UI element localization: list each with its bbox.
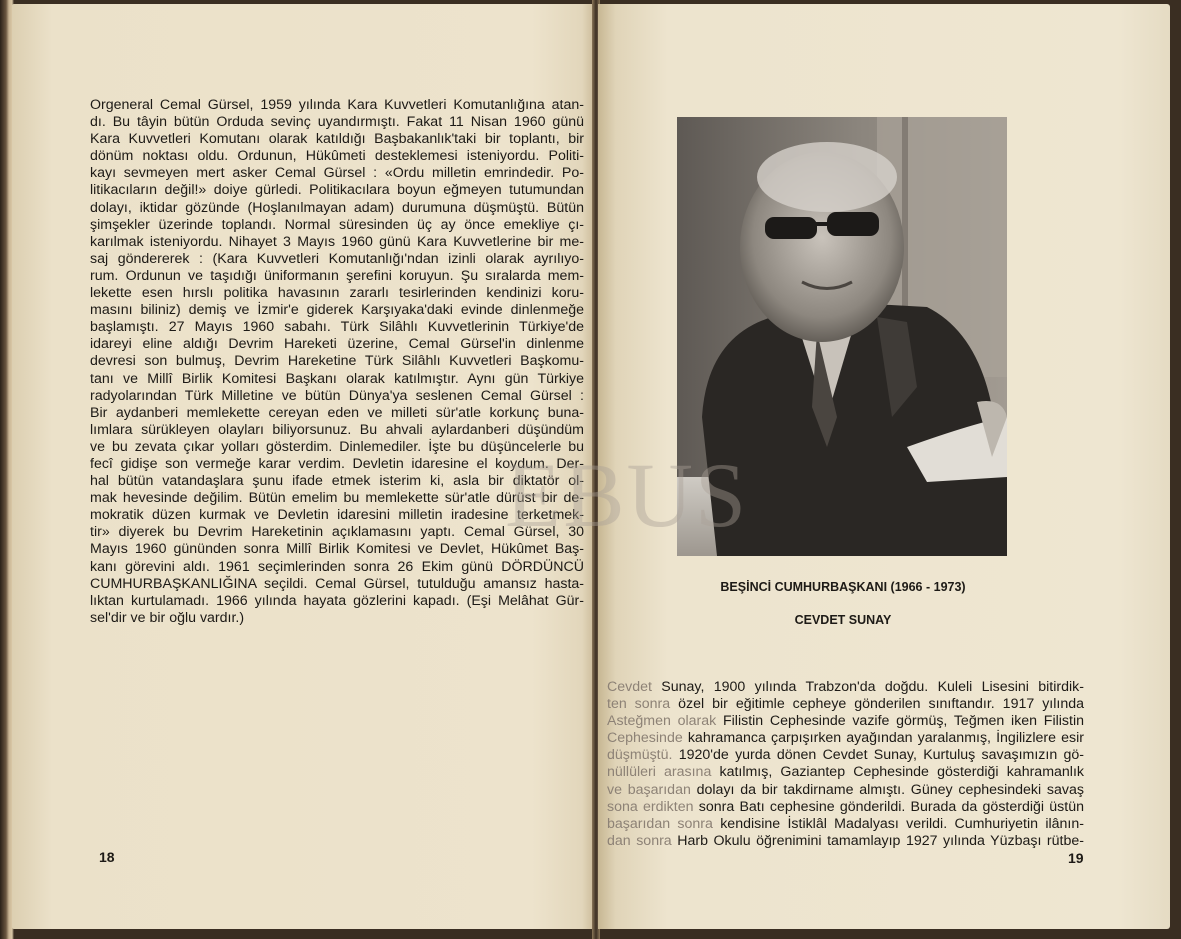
left-body-line: sel'dir ve bir oğlu vardır.) (90, 609, 245, 626)
left-page-number: 18 (99, 849, 115, 865)
left-body-line: lıktan kurtulamadı. 1966 yılında hayata gözlerini kapadı. (Eşi Melâhat Gür- (90, 592, 584, 609)
left-body-line: fecî gidişe son vermeğe karar verdim. Devletin idaresine el koydum. Der- (90, 455, 584, 472)
left-body-line: kayı sevmeyen mert asker Cemal Gürsel : «Ordu milletin emrindedir. Po- (90, 165, 584, 182)
right-body-line-faded-part: Asteğmen olarak (607, 713, 717, 730)
right-body-line (607, 730, 1084, 747)
right-body-line (607, 764, 1084, 781)
right-body-line-part: Sunay, 1900 yılında Trabzon'da doğdu. Kuleli Lisesini bitirdik- (651, 679, 1084, 695)
right-body-line (607, 713, 1084, 730)
right-body-line-part: özel bir eğitimle cepheye gönderilen sınıftandır. 1917 yılında (670, 696, 1084, 713)
right-body-line-part: 1920'de yurda dönen Cevdet Sunay, Kurtuluş savaşımızın gö- (672, 747, 1084, 764)
right-body-line-faded-part: sona erdikten (607, 798, 694, 815)
left-body-line: kanı görevini aldı. 1961 seçimlerinden sonra 26 Ekim günü DÖRDÜNCÜ (90, 558, 584, 575)
left-body-line: Mayıs 1960 gününden sonra Millî Birlik Komitesi ve Devlet, Hükûmet Baş- (90, 541, 584, 558)
left-body-line: Orgeneral Cemal Gürsel, 1959 yılında Kara Kuvvetleri Komutanlığına atan- (90, 97, 584, 113)
right-body-line (607, 679, 1084, 696)
right-body-line-faded-part: Cevdet (607, 679, 652, 695)
right-body-line (607, 816, 1084, 833)
left-body-line: devresi son bulmuş, Devrim Hareketine Türk Silâhlı Kuvvetleri Başkomu- (90, 353, 584, 370)
left-body-line: mak hevesinde değilim. Bütün emelim bu memlekette sür'atle dürüst bir de- (90, 490, 584, 507)
left-body-line: dı. Bu tâyin bütün Orduda sevinç uyandırmıştı. Fakat 11 Nisan 1960 günü (90, 114, 584, 131)
portrait-illustration (677, 117, 1007, 556)
right-body-line-part: kahramanca çarpışırken ayağından yaralanmış, İngilizlere esir (682, 730, 1084, 747)
right-body-line-faded-part: ve başarıdan (607, 781, 691, 798)
left-body-line: Kara Kuvvetleri Komutanı olarak katıldığı Başbakanlık'taki bir toplantı, bir (90, 131, 584, 148)
right-page-body-text (607, 679, 1084, 850)
caption-title: BEŞİNCİ CUMHURBAŞKANI (1966 - 1973) (720, 580, 966, 594)
right-body-line-faded-part: ten sonra (607, 696, 671, 713)
left-body-line: lımlara sürükleyen olayları biliyorsunuz. Bu ahvali aylardanberi düşündüm (90, 421, 584, 438)
left-body-line: CUMHURBAŞKANLIĞINA seçildi. Cemal Gürsel, tutulduğu amansız hasta- (90, 575, 584, 592)
right-body-line (607, 782, 1084, 799)
right-body-line-part: kendisine İstiklâl Madalyası verildi. Cumhuriyetin ilânın- (712, 815, 1084, 832)
left-body-line: ve bu zevata çıkar yolları gösterdim. Dinlemediler. İşte bu düşüncelerle bu (90, 438, 584, 455)
portrait-photo (677, 117, 1007, 556)
right-body-line (607, 696, 1084, 713)
right-body-line-faded-part: düşmüştü. (607, 747, 673, 764)
right-body-line (607, 747, 1084, 764)
left-body-line: lekette esen hırslı politika havasının zararlı tesirlerinden kendinizi koru- (90, 285, 584, 302)
left-body-line: radyolarından Türk Milletine ve bütün Dünya'ya seslenen Cemal Gürsel : (90, 387, 584, 404)
right-body-line-part: dolayı da bir takdirname almıştı. Güney cephesindeki savaş (690, 781, 1084, 798)
right-body-line-faded-part: Cephesinde (607, 730, 683, 747)
left-body-line: idareyi eline aldığı Devrim Hareketi üzerine, Cemal Gürsel'in dinlenme (90, 336, 584, 353)
left-body-line: mokratik düzen kurmak ve Devletin idaresini milletin iradesine terketmek- (90, 507, 584, 524)
right-body-line (607, 799, 1084, 816)
right-body-line-faded-part: başarıdan sonra (607, 815, 713, 832)
right-page (598, 4, 1170, 929)
left-body-line: şimşekler üzerinde toplandı. Normal süresinden üç ay önce emekliye çı- (90, 216, 584, 233)
left-body-line: litikacıların değil!» doiye gürledi. Politikacılara boyun eğmeyen tutumundan (90, 182, 584, 199)
left-body-line: dolayı, iktidar gözünde (Hoşlanılmayan adam) durumuna düşmüştü. Bütün (90, 199, 584, 216)
left-body-line: Bir aydanberi memlekette cereyan eden ve milleti sür'atle korkunç buna- (90, 404, 584, 421)
right-page-number: 19 (1068, 850, 1084, 866)
right-body-line-part: katılmış, Gaziantep Cephesinde gösterdiği kahramanlık (711, 764, 1084, 781)
left-body-line: rum. Ordunun ve taşıdığı üniformanın şerefini koruyun. Şu sıralarda mem- (90, 267, 584, 284)
right-body-line-part: Harb Okulu öğrenimini tamamlayıp 1927 yılında Yüzbaşı rütbe- (671, 832, 1084, 849)
right-body-line-faded-part: dan sonra (607, 832, 672, 849)
right-body-line-part: Filistin Cephesinde vazife görmüş, Teğmen iken Filistin (716, 713, 1084, 730)
left-body-line: masını biliniz) demiş ve İzmir'e giderek Karşıyaka'daki evinde dinlenmeğe (90, 302, 584, 319)
left-body-line: dönüm noktası oldu. Ordunun, Hükûmeti desteklemesi isteniyordu. Politi- (90, 148, 584, 165)
left-page (12, 4, 594, 929)
watermark: EBUS (505, 444, 749, 546)
left-body-line: tir» diyerek bu Devrim Hareketinin açıklamasını yaptı. Cemal Gürsel, 30 (90, 524, 584, 541)
left-page-body-text (90, 97, 584, 627)
left-body-line: karılmak isteniyordu. Nihayet 3 Mayıs 1960 günü Kara Kuvvetlerine bir me- (90, 233, 584, 250)
left-body-line: başlamıştı. 27 Mayıs 1960 sabahı. Türk Silâhlı Kuvvetlerinin Türkiye'de (90, 319, 584, 336)
caption-name: CEVDET SUNAY (794, 613, 892, 627)
left-body-line: tanı ve Millî Birlik Komitesi Başkanı olarak katılmıştır. Aynı gün Türkiye (90, 370, 584, 387)
right-body-line (607, 833, 1084, 850)
left-body-line: saj göndererek : (Kara Kuvvetleri Komutanlığı'ndan izinli olarak ayrılıyo- (90, 250, 584, 267)
right-body-line-faded-part: nüllüleri arasına (607, 764, 712, 781)
right-body-line-part: sonra Batı cephesine gönderildi. Burada da gösterdiği üstün (693, 798, 1084, 815)
left-body-line: hal bütün vatandaşlara şunu ifade etmek isterim ki, asla bir diktatör ol- (90, 473, 584, 490)
